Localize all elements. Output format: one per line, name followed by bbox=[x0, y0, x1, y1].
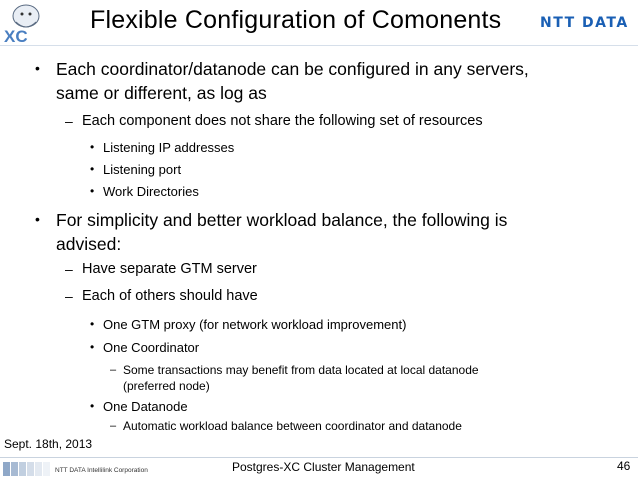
bullet-icon: • bbox=[90, 162, 95, 176]
page-number: 46 bbox=[617, 459, 631, 473]
footer-date: Sept. 18th, 2013 bbox=[4, 437, 93, 451]
ntt-data-logo: NTT DATA bbox=[540, 15, 629, 31]
body-line: Have separate GTM server bbox=[82, 261, 257, 277]
bullet-icon: • bbox=[90, 317, 95, 331]
body-line: same or different, as log as bbox=[56, 83, 267, 103]
body-line: Each of others should have bbox=[82, 288, 258, 304]
svg-text:XC: XC bbox=[4, 27, 28, 44]
dash-icon: – bbox=[65, 113, 73, 129]
body-line: advised: bbox=[56, 234, 122, 254]
footer-title: Postgres-XC Cluster Management bbox=[232, 460, 415, 474]
slide-title: Flexible Configuration of Comonents bbox=[90, 6, 502, 34]
footer-divider bbox=[0, 457, 638, 458]
dash-icon: – bbox=[110, 420, 117, 432]
body-line: Listening IP addresses bbox=[103, 140, 235, 155]
body-line: One Coordinator bbox=[103, 340, 200, 355]
body-line: Automatic workload balance between coordinator and datanode bbox=[123, 419, 462, 433]
body-line: Listening port bbox=[103, 162, 182, 177]
footer-corporation: NTT DATA Intellilink Corporation bbox=[55, 467, 148, 474]
body-line: One GTM proxy (for network workload improvement) bbox=[103, 317, 407, 332]
dash-icon: – bbox=[65, 288, 73, 304]
bullet-icon: • bbox=[90, 340, 95, 354]
body-line: One Datanode bbox=[103, 399, 188, 414]
bullet-icon: • bbox=[90, 140, 95, 154]
color-squares-icon bbox=[3, 462, 50, 476]
body-line: (preferred node) bbox=[123, 379, 210, 393]
body-line: For simplicity and better workload balance, the following is bbox=[56, 210, 508, 230]
body-line: Work Directories bbox=[103, 184, 199, 199]
body-line: Each component does not share the following set of resources bbox=[82, 113, 483, 129]
body-line: Some transactions may benefit from data located at local datanode bbox=[123, 363, 479, 377]
bullet-icon: • bbox=[90, 184, 95, 198]
bullet-icon: • bbox=[35, 211, 40, 227]
dash-icon: – bbox=[110, 364, 117, 376]
bullet-icon: • bbox=[90, 399, 95, 413]
bullet-icon: • bbox=[35, 60, 40, 76]
dash-icon: – bbox=[65, 261, 73, 277]
title-divider bbox=[0, 45, 638, 46]
postgres-xc-logo-icon bbox=[2, 2, 50, 44]
body-line: Each coordinator/datanode can be configured in any servers, bbox=[56, 59, 529, 79]
